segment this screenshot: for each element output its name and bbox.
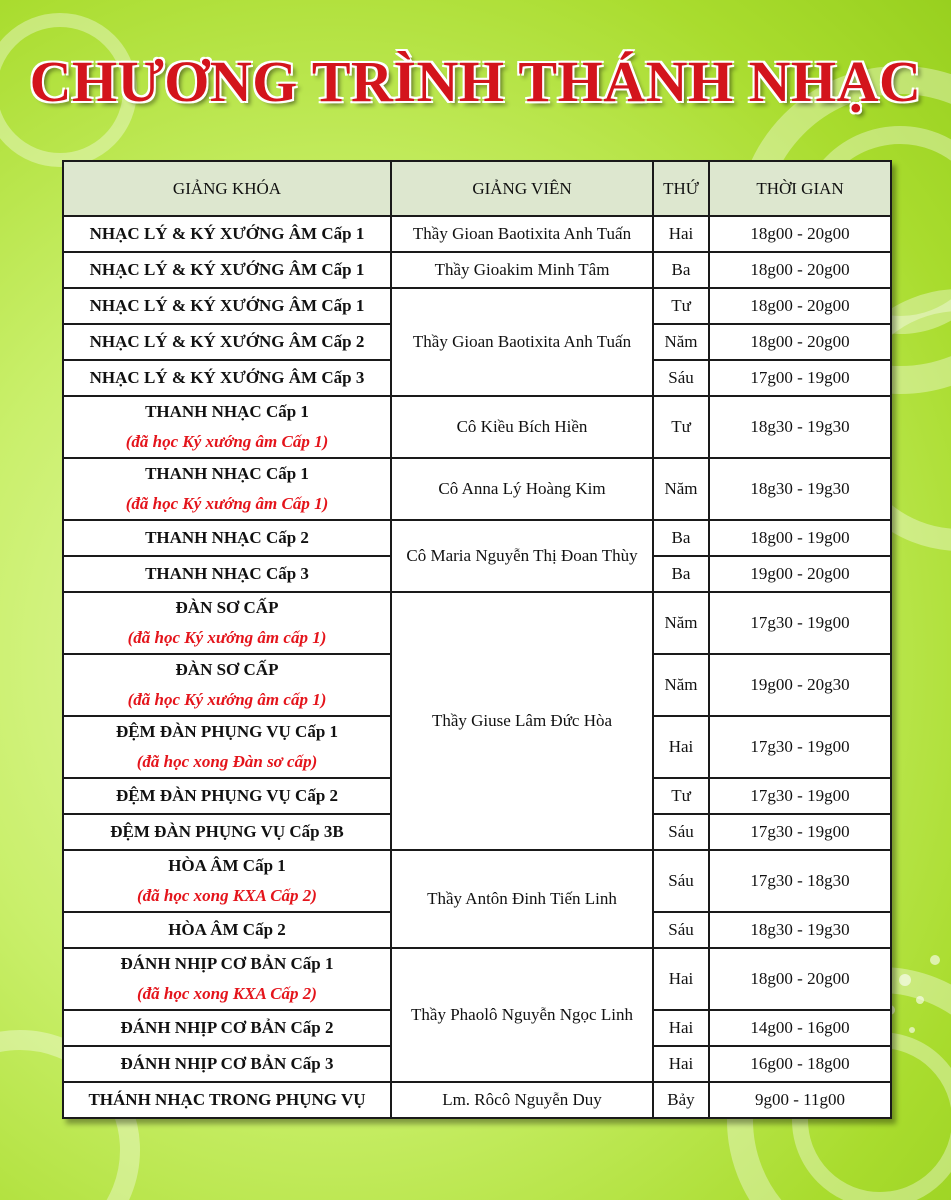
course-prerequisite-note: (đã học xong KXA Cấp 2) <box>137 886 317 905</box>
day-cell: Bảy <box>653 1082 709 1118</box>
time-cell: 19g00 - 20g00 <box>709 556 891 592</box>
course-cell: ĐỆM ĐÀN PHỤNG VỤ Cấp 2 <box>63 778 391 814</box>
course-cell <box>63 850 391 912</box>
teacher-cell: Thầy Antôn Đinh Tiến Linh <box>391 850 653 948</box>
course-cell: THANH NHẠC Cấp 2 <box>63 520 391 556</box>
time-cell: 18g00 - 20g00 <box>709 216 891 252</box>
table-row <box>63 216 891 252</box>
table-row <box>63 288 891 324</box>
time-cell: 18g30 - 19g30 <box>709 458 891 520</box>
day-cell: Ba <box>653 252 709 288</box>
table-row <box>63 520 891 556</box>
time-cell: 18g00 - 20g00 <box>709 948 891 1010</box>
time-cell: 17g30 - 18g30 <box>709 850 891 912</box>
teacher-cell: Thầy Giuse Lâm Đức Hòa <box>391 592 653 850</box>
course-name: ĐỆM ĐÀN PHỤNG VỤ Cấp 1 <box>115 722 339 741</box>
course-cell: ĐỆM ĐÀN PHỤNG VỤ Cấp 3B <box>63 814 391 850</box>
day-cell: Hai <box>653 1046 709 1082</box>
header-day: THỨ <box>653 161 709 216</box>
day-cell: Tư <box>653 288 709 324</box>
time-cell: 16g00 - 18g00 <box>709 1046 891 1082</box>
day-cell: Ba <box>653 556 709 592</box>
time-cell: 18g00 - 20g00 <box>709 324 891 360</box>
course-prerequisite-note: (đã học Ký xướng âm Cấp 1) <box>125 432 329 451</box>
course-cell <box>63 592 391 654</box>
day-cell: Hai <box>653 948 709 1010</box>
header-course: GIẢNG KHÓA <box>63 161 391 216</box>
table-row <box>63 592 891 654</box>
course-cell: NHẠC LÝ & KÝ XƯỚNG ÂM Cấp 3 <box>63 360 391 396</box>
course-name: THANH NHẠC Cấp 1 <box>145 464 309 483</box>
time-cell: 17g30 - 19g00 <box>709 814 891 850</box>
course-cell <box>63 948 391 1010</box>
teacher-cell: Cô Kiều Bích Hiền <box>391 396 653 458</box>
header-time: THỜI GIAN <box>709 161 891 216</box>
course-prerequisite-note: (đã học Ký xướng âm Cấp 1) <box>125 494 329 513</box>
course-cell: NHẠC LÝ & KÝ XƯỚNG ÂM Cấp 2 <box>63 324 391 360</box>
teacher-cell: Thầy Gioan Baotixita Anh Tuấn <box>391 216 653 252</box>
table-row <box>63 396 891 458</box>
table-row <box>63 1082 891 1118</box>
course-cell <box>63 716 391 778</box>
teacher-cell: Thầy Gioakim Minh Tâm <box>391 252 653 288</box>
time-cell: 17g30 - 19g00 <box>709 778 891 814</box>
time-cell: 17g30 - 19g00 <box>709 716 891 778</box>
header-teacher: GIẢNG VIÊN <box>391 161 653 216</box>
course-name: ĐÀN SƠ CẤP <box>175 660 279 679</box>
day-cell: Năm <box>653 654 709 716</box>
day-cell: Hai <box>653 716 709 778</box>
day-cell: Ba <box>653 520 709 556</box>
table-row <box>63 850 891 912</box>
course-cell <box>63 396 391 458</box>
teacher-cell: Lm. Rôcô Nguyễn Duy <box>391 1082 653 1118</box>
teacher-cell: Thầy Gioan Baotixita Anh Tuấn <box>391 288 653 396</box>
time-cell: 9g00 - 11g00 <box>709 1082 891 1118</box>
time-cell: 17g00 - 19g00 <box>709 360 891 396</box>
day-cell: Năm <box>653 458 709 520</box>
schedule-table <box>62 160 892 1119</box>
day-cell: Sáu <box>653 850 709 912</box>
course-cell: ĐÁNH NHỊP CƠ BẢN Cấp 2 <box>63 1010 391 1046</box>
teacher-cell: Cô Maria Nguyễn Thị Đoan Thùy <box>391 520 653 592</box>
course-prerequisite-note: (đã học xong KXA Cấp 2) <box>137 984 317 1003</box>
time-cell: 18g30 - 19g30 <box>709 396 891 458</box>
day-cell: Năm <box>653 324 709 360</box>
course-cell: ĐÁNH NHỊP CƠ BẢN Cấp 3 <box>63 1046 391 1082</box>
day-cell: Sáu <box>653 814 709 850</box>
day-cell: Sáu <box>653 912 709 948</box>
course-cell: HÒA ÂM Cấp 2 <box>63 912 391 948</box>
course-cell: NHẠC LÝ & KÝ XƯỚNG ÂM Cấp 1 <box>63 252 391 288</box>
course-cell: THÁNH NHẠC TRONG PHỤNG VỤ <box>63 1082 391 1118</box>
course-cell: THANH NHẠC Cấp 3 <box>63 556 391 592</box>
table-row <box>63 252 891 288</box>
day-cell: Tư <box>653 396 709 458</box>
table-header-row <box>63 161 891 216</box>
teacher-cell: Cô Anna Lý Hoàng Kim <box>391 458 653 520</box>
course-prerequisite-note: (đã học Ký xướng âm cấp 1) <box>127 690 327 709</box>
course-prerequisite-note: (đã học Ký xướng âm cấp 1) <box>127 628 327 647</box>
time-cell: 18g30 - 19g30 <box>709 912 891 948</box>
course-name: THANH NHẠC Cấp 1 <box>145 402 309 421</box>
time-cell: 18g00 - 20g00 <box>709 252 891 288</box>
course-name: ĐÁNH NHỊP CƠ BẢN Cấp 1 <box>120 954 334 973</box>
time-cell: 14g00 - 16g00 <box>709 1010 891 1046</box>
teacher-cell: Thầy Phaolô Nguyễn Ngọc Linh <box>391 948 653 1082</box>
course-name: ĐÀN SƠ CẤP <box>175 598 279 617</box>
time-cell: 18g00 - 19g00 <box>709 520 891 556</box>
day-cell: Sáu <box>653 360 709 396</box>
time-cell: 18g00 - 20g00 <box>709 288 891 324</box>
day-cell: Hai <box>653 216 709 252</box>
page-title: CHƯƠNG TRÌNH THÁNH NHẠC <box>29 49 922 114</box>
course-cell: NHẠC LÝ & KÝ XƯỚNG ÂM Cấp 1 <box>63 288 391 324</box>
course-prerequisite-note: (đã học xong Đàn sơ cấp) <box>136 752 318 771</box>
time-cell: 19g00 - 20g30 <box>709 654 891 716</box>
day-cell: Hai <box>653 1010 709 1046</box>
time-cell: 17g30 - 19g00 <box>709 592 891 654</box>
course-cell <box>63 654 391 716</box>
table-row <box>63 948 891 1010</box>
day-cell: Năm <box>653 592 709 654</box>
course-name: HÒA ÂM Cấp 1 <box>168 856 286 875</box>
day-cell: Tư <box>653 778 709 814</box>
course-cell <box>63 458 391 520</box>
table-row <box>63 458 891 520</box>
course-cell: NHẠC LÝ & KÝ XƯỚNG ÂM Cấp 1 <box>63 216 391 252</box>
